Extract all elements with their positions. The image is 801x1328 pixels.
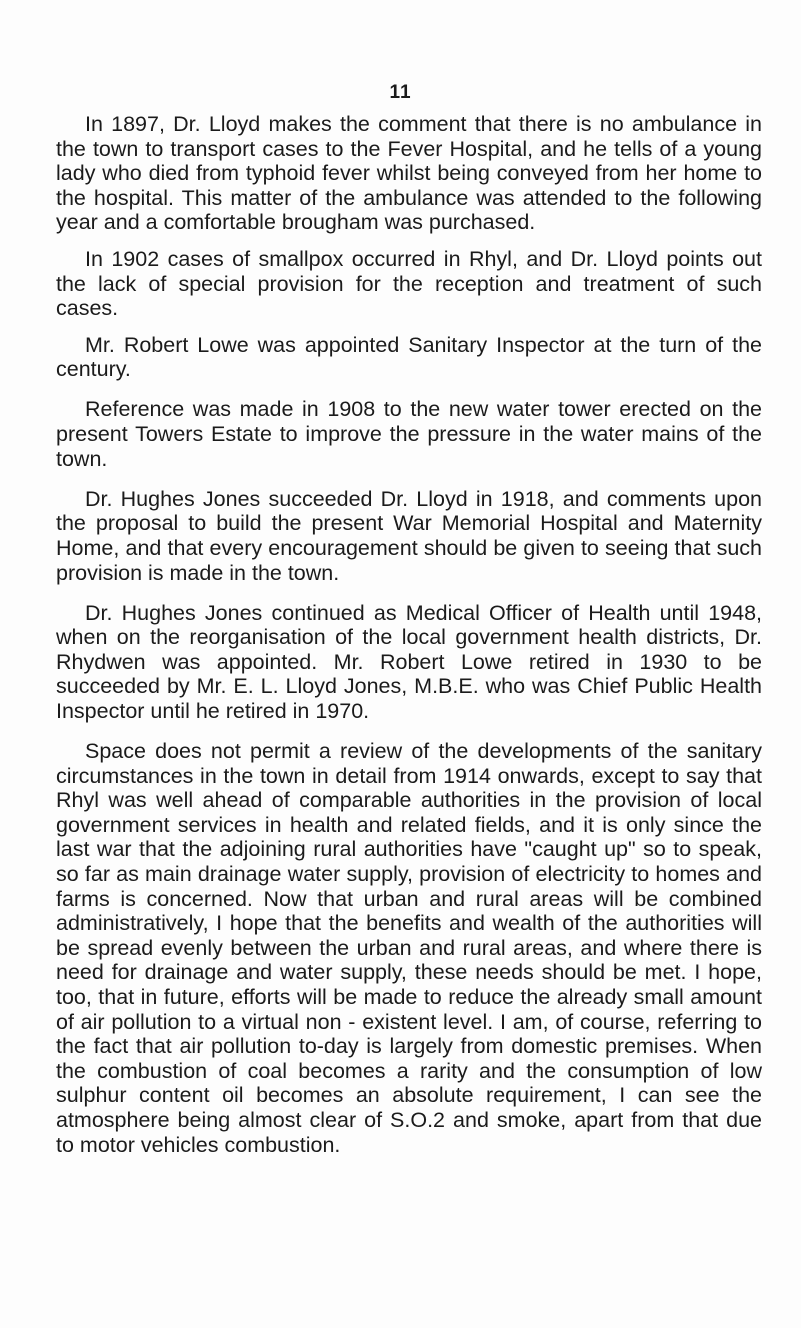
paragraph-ambulance: In 1897, Dr. Lloyd makes the comment that there is no ambulance in the town to transport cases to the Fever Hospital, and he tells of a young lady who died from typhoid fever whilst being conveyed from her home to the hospital. This matter of the ambulance was attended to the following year and a comfortable brougham was purchased. [56,112,762,235]
body-text [56,112,762,1173]
paragraph-water-tower: Reference was made in 1908 to the new water tower erected on the present Towers Estate to improve the pressure in the water mains of the town. [56,397,762,471]
page-number: 11 [389,82,412,103]
paragraph-developments-review: Space does not permit a review of the developments of the sanitary circumstances in the town in detail from 1914 onwards, except to say that Rhyl was well ahead of comparable authorities in the provision of local government services in health and related fields, and it is only since the last war that the adjoining rural authorities have "caught up" so to speak, so far as main drainage water supply, provision of electricity to homes and farms is concerned. Now that urban and rural areas will be combined administratively, I hope that the benefits and wealth of the authorities will be spread evenly between the urban and rural areas, and where there is need for drainage and water supply, these needs should be met. I hope, too, that in future, efforts will be made to reduce the already small amount of air pollution to a virtual non - existent level. I am, of course, referring to the fact that air pollution to-day is largely from domestic premises. When the combustion of coal becomes a rarity and the consumption of low sulphur content oil becomes an absolute requirement, I can see the atmosphere being almost clear of S.O.2 and smoke, apart from that due to motor vehicles combustion. [56,739,762,1157]
paragraph-war-memorial-hospital: Dr. Hughes Jones succeeded Dr. Lloyd in 1918, and comments upon the proposal to build the present War Memorial Hospital and Maternity Home, and that every encouragement should be given to seeing that such provision is made in the town. [56,486,762,585]
paragraph-sanitary-inspector: Mr. Robert Lowe was appointed Sanitary Inspector at the turn of the century. [56,332,762,382]
paragraph-medical-officer: Dr. Hughes Jones continued as Medical Officer of Health until 1948, when on the reorganisation of the local government health districts, Dr. Rhydwen was appointed. Mr. Robert Lowe retired in 1930 to be succeeded by Mr. E. L. Lloyd Jones, M.B.E. who was Chief Public Health Inspector until he retired in 1970. [56,600,762,723]
paragraph-smallpox: In 1902 cases of smallpox occurred in Rhyl, and Dr. Lloyd points out the lack of special provision for the reception and treatment of such cases. [56,246,762,321]
